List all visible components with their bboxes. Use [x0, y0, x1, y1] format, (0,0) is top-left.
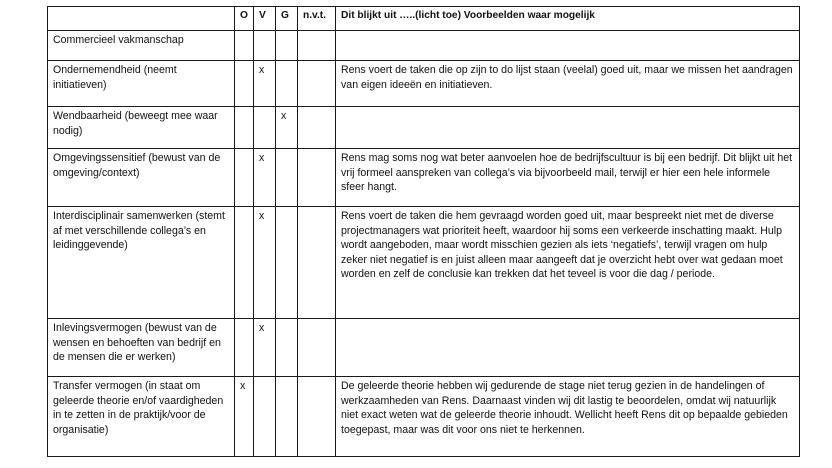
criterion-cell: Inlevingsvermogen (bewust van de wensen en behoeften van bedrijf en de mensen die er werken) — [48, 319, 235, 377]
score-o-cell — [235, 207, 254, 319]
section-empty-cell — [276, 31, 298, 61]
score-nvt-cell — [298, 319, 336, 377]
score-g-cell — [276, 149, 298, 207]
criterion-cell: Wendbaarheid (beweegt mee waar nodig) — [48, 107, 235, 149]
table-row — [48, 377, 800, 457]
score-nvt-cell — [298, 207, 336, 319]
criterion-cell: Ondernemendheid (neemt initiatieven) — [48, 61, 235, 107]
score-v-cell — [254, 107, 276, 149]
table-row — [48, 107, 800, 149]
description-cell: Rens voert de taken die op zijn to do lijst staan (veelal) goed uit, maar we missen het aandragen van eigen ideeën en initiatieven. — [336, 61, 800, 107]
description-cell — [336, 319, 800, 377]
description-cell: De geleerde theorie hebben wij gedurende de stage niet terug gezien in de handelingen of werkzaamheden van Rens. Daarnaast vinden wij dit lastig te beoordelen, omdat wij natuurlijk niet exact weten wat de geleerde theorie inhoudt. Wellicht heeft Rens dit op bepaalde gebieden toegepast, maar was dit voor ons niet te herkennen. — [336, 377, 800, 457]
score-nvt-cell — [298, 61, 336, 107]
score-o-cell — [235, 319, 254, 377]
criterion-cell: Omgevingssensitief (bewust van de omgeving/context) — [48, 149, 235, 207]
section-empty-cell — [254, 31, 276, 61]
section-title: Commercieel vakmanschap — [48, 31, 235, 61]
score-v-cell: x — [254, 207, 276, 319]
score-g-cell — [276, 319, 298, 377]
table-row — [48, 207, 800, 319]
description-cell — [336, 107, 800, 149]
score-nvt-cell — [298, 107, 336, 149]
section-empty-cell — [235, 31, 254, 61]
section-empty-cell — [298, 31, 336, 61]
score-nvt-cell — [298, 149, 336, 207]
header-g: G — [276, 7, 298, 31]
header-description: Dit blijkt uit …..(licht toe) Voorbeelden waar mogelijk — [336, 7, 800, 31]
score-g-cell — [276, 377, 298, 457]
score-v-cell: x — [254, 61, 276, 107]
score-g-cell — [276, 61, 298, 107]
table-row — [48, 319, 800, 377]
header-v: V — [254, 7, 276, 31]
score-g-cell — [276, 207, 298, 319]
score-o-cell — [235, 61, 254, 107]
score-v-cell — [254, 377, 276, 457]
header-row — [48, 7, 800, 31]
header-criterion — [48, 7, 235, 31]
description-cell: Rens voert de taken die hem gevraagd worden goed uit, maar bespreekt niet met de diverse projectmanagers wat prioriteit heeft, waardoor hij soms een verkeerde inschatting maakt. Hulp wordt aangeboden, maar wordt misschien gezien als iets ‘negatiefs’, terwijl vragen om hulp zeker niet negatief is en juist alleen maar aangeeft dat je overzicht hebt over wat gedaan moet worden en zelf de conclusie kan trekken dat het teveel is voor die dag / periode. — [336, 207, 800, 319]
description-cell: Rens mag soms nog wat beter aanvoelen hoe de bedrijfscultuur is bij een bedrijf. Dit blijkt uit het vrij formeel aanspreken van collega’s via bijvoorbeeld mail, terwijl er hier een hele informele sfeer hangt. — [336, 149, 800, 207]
score-g-cell: x — [276, 107, 298, 149]
score-v-cell: x — [254, 149, 276, 207]
section-row — [48, 31, 800, 61]
score-o-cell — [235, 107, 254, 149]
header-nvt: n.v.t. — [298, 7, 336, 31]
criterion-cell: Transfer vermogen (in staat om geleerde theorie en/of vaardigheden in te zetten in de praktijk/voor de organisatie) — [48, 377, 235, 457]
score-nvt-cell — [298, 377, 336, 457]
table-row — [48, 61, 800, 107]
score-v-cell: x — [254, 319, 276, 377]
evaluation-table — [47, 6, 800, 457]
criterion-cell: Interdisciplinair samenwerken (stemt af met verschillende collega’s en leidinggevende) — [48, 207, 235, 319]
section-empty-cell — [336, 31, 800, 61]
score-o-cell — [235, 149, 254, 207]
table-row — [48, 149, 800, 207]
score-o-cell: x — [235, 377, 254, 457]
header-o: O — [235, 7, 254, 31]
